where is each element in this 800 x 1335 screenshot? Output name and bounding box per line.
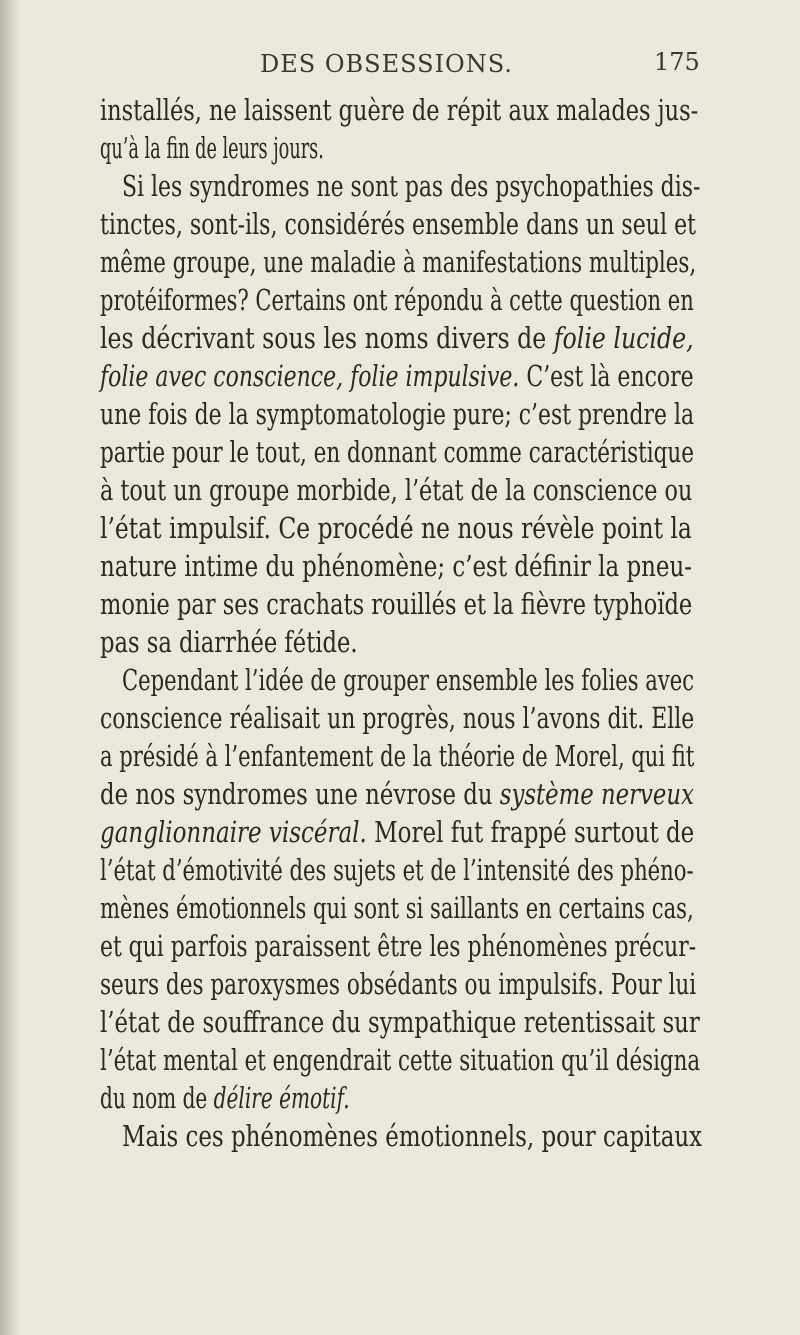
- text-line: [100, 740, 694, 773]
- text-line: [100, 512, 692, 545]
- text-segment: l’état d’émotivité des sujets et de l’intensité des phéno-: [100, 854, 694, 887]
- text-segment: l’état mental et engendrait cette situation qu’il désigna: [100, 1044, 701, 1077]
- text-line: [100, 892, 694, 925]
- text-line: [100, 778, 694, 811]
- text-line: [100, 1082, 350, 1115]
- text-segment: à tout un groupe morbide, l’état de la conscience ou: [100, 474, 693, 507]
- text-line: [100, 436, 694, 469]
- text-line: [100, 94, 698, 127]
- text-segment: Mais ces phénomènes émotionnels, pour capitaux: [122, 1120, 703, 1153]
- text-segment: conscience réalisait un progrès, nous l’avons dit. Elle: [100, 702, 695, 735]
- text-line: [100, 930, 696, 963]
- text-line: [100, 284, 694, 317]
- running-head: DES OBSESSIONS.: [260, 50, 513, 78]
- text-segment: installés, ne laissent guère de répit aux malades jus-: [100, 94, 699, 127]
- page-header: [0, 48, 800, 88]
- text-segment: même groupe, une maladie à manifestations multiples,: [100, 246, 697, 279]
- italic-segment: délire émotif.: [213, 1082, 350, 1115]
- text-line: [100, 816, 694, 849]
- text-segment: Morel fut frappé surtout de: [366, 816, 695, 849]
- text-line: [100, 854, 694, 887]
- italic-segment: folie lucide,: [553, 322, 694, 355]
- text-line: [100, 474, 692, 507]
- text-line: [100, 968, 696, 1001]
- text-segment: les décrivant sous les noms divers de: [100, 322, 554, 355]
- italic-segment: ganglionnaire viscéral.: [100, 816, 367, 849]
- text-segment: du nom de: [100, 1082, 214, 1115]
- text-segment: mènes émotionnels qui sont si saillants en certains cas,: [100, 892, 694, 925]
- text-line: [100, 398, 694, 431]
- text-line: [100, 702, 694, 735]
- text-segment: et qui parfois paraissent être les phénomènes précur-: [100, 930, 697, 963]
- text-line: [100, 626, 358, 659]
- text-segment: Cependant l’idée de grouper ensemble les folies avec: [122, 664, 695, 697]
- text-line: [100, 322, 694, 355]
- text-line: [100, 588, 692, 621]
- italic-segment: système nerveux: [499, 778, 694, 811]
- text-line: [100, 208, 696, 241]
- text-segment: a présidé à l’enfantement de la théorie de Morel, qui fit: [100, 740, 695, 773]
- text-line: [122, 170, 700, 203]
- text-segment: partie pour le tout, en donnant comme caractéristique: [100, 436, 694, 469]
- text-line: [100, 1044, 700, 1077]
- italic-segment: folie avec conscience, folie impulsive.: [100, 360, 520, 393]
- text-segment: de nos syndromes une névrose du: [100, 778, 500, 811]
- text-segment: pas sa diarrhée fétide.: [100, 626, 358, 659]
- text-segment: Si les syndromes ne sont pas des psychopathies dis-: [122, 170, 701, 203]
- text-line: [100, 1006, 700, 1039]
- text-segment: qu’à la fin de leurs jours.: [100, 132, 324, 165]
- text-line: [122, 664, 694, 697]
- text-segment: l’état de souffrance du sympathique retentissait sur: [100, 1006, 700, 1039]
- text-segment: protéiformes? Certains ont répondu à cette question en: [100, 284, 694, 317]
- text-segment: C’est là encore: [519, 360, 694, 393]
- text-segment: seurs des paroxysmes obsédants ou impulsifs. Pour lui: [100, 968, 697, 1001]
- text-segment: l’état impulsif. Ce procédé ne nous révèle point la: [100, 512, 692, 545]
- text-line: [100, 132, 324, 165]
- text-line: [100, 246, 696, 279]
- text-line: [100, 550, 692, 583]
- text-segment: monie par ses crachats rouillés et la fièvre typhoïde: [100, 588, 693, 621]
- text-line: [122, 1120, 702, 1153]
- text-segment: une fois de la symptomatologie pure; c’est prendre la: [100, 398, 695, 431]
- text-segment: tinctes, sont-ils, considérés ensemble dans un seul et: [100, 208, 697, 241]
- text-line: [100, 360, 694, 393]
- page-number: 175: [654, 48, 700, 76]
- text-segment: nature intime du phénomène; c’est définir la pneu-: [100, 550, 692, 583]
